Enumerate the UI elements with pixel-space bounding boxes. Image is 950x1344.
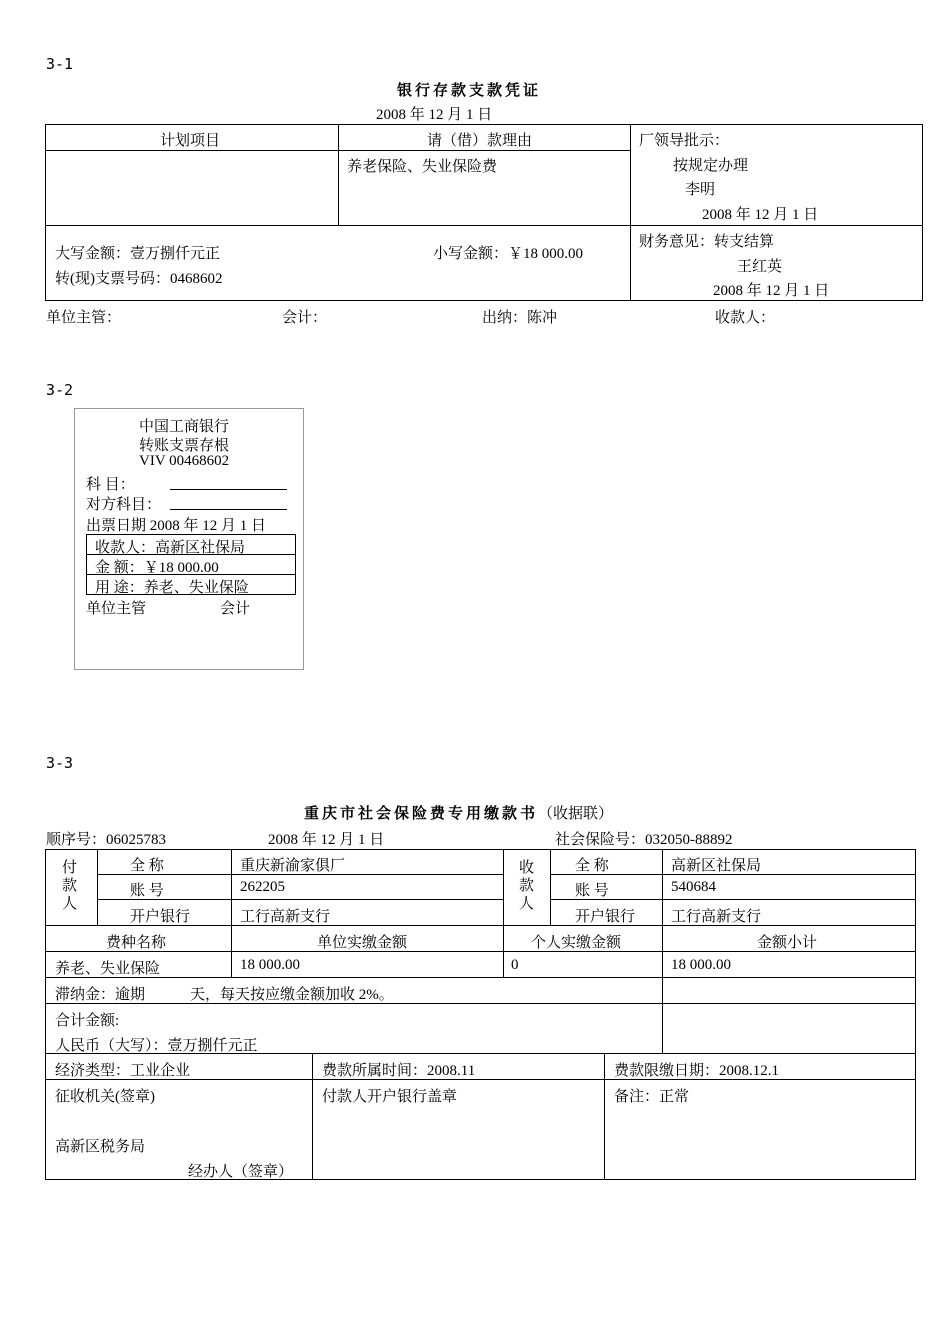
payer-side-label: 付款人	[62, 860, 78, 912]
divider	[338, 124, 339, 225]
divider	[312, 1053, 313, 1180]
subject-line	[170, 489, 287, 490]
sig-supervisor: 单位主管：	[46, 310, 122, 326]
cheque-number: 转(现)支票号码：0468602	[55, 271, 223, 287]
stub-supervisor: 单位主管	[86, 601, 147, 617]
voucher-title: 银行存款支款凭证	[397, 83, 542, 99]
handler-signature: 经办人（签章）	[188, 1164, 294, 1180]
payee-name-label: 全 称	[575, 858, 609, 874]
sig-cashier: 出纳：陈冲	[482, 310, 558, 326]
amount-lower: 小写金额：￥18 000.00	[433, 246, 584, 262]
finance-name: 王红英	[737, 259, 783, 275]
payment-date: 2008 年 12 月 1 日	[268, 832, 385, 848]
payer-name: 重庆新渝家俱厂	[240, 858, 346, 874]
remark: 备注：正常	[614, 1089, 690, 1105]
subtotal: 18 000.00	[671, 957, 731, 973]
payee-account: 540684	[671, 879, 716, 895]
leader-note: 按规定办理	[673, 158, 749, 174]
col-fee-type: 费种名称	[106, 935, 167, 951]
divider	[97, 849, 98, 925]
payer-bank-label: 开户银行	[130, 909, 191, 925]
payment-deadline: 费款限缴日期：2008.12.1	[614, 1063, 780, 1079]
total-label: 合计金额:	[55, 1013, 120, 1029]
divider	[503, 849, 504, 977]
personal-amount: 0	[511, 957, 519, 973]
amount-upper: 大写金额：壹万捌仟元正	[55, 246, 221, 262]
sig-accountant: 会计：	[282, 310, 328, 326]
section-label-3-2: 3-2	[46, 381, 74, 399]
leader-date: 2008 年 12 月 1 日	[702, 207, 819, 223]
payer-account: 262205	[240, 879, 285, 895]
divider	[630, 124, 631, 301]
finance-opinion: 财务意见：转支结算	[639, 234, 775, 250]
unit-amount: 18 000.00	[240, 957, 300, 973]
col-unit-amount: 单位实缴金额	[317, 935, 408, 951]
stub-number: VIV 00468602	[139, 453, 230, 469]
counter-subject-line	[170, 509, 287, 510]
col-leader-header: 厂领导批示：	[639, 133, 730, 149]
late-fee: 滞纳金：逾期 天，每天按应缴金额加收 2%。	[55, 987, 394, 1003]
sig-receiver: 收款人：	[715, 310, 776, 326]
section-label-3-1: 3-1	[46, 55, 74, 73]
stub-bank: 中国工商银行	[139, 419, 230, 435]
payer-name-label: 全 称	[130, 858, 164, 874]
payment-title	[304, 802, 613, 823]
reason-value: 养老保险、失业保险费	[347, 159, 498, 175]
payment-title-main: 重庆市社会保险费专用缴款书	[304, 806, 539, 822]
stub-payee: 收款人：高新区社保局	[95, 540, 246, 556]
col-subtotal: 金额小计	[757, 935, 818, 951]
section-label-3-3: 3-3	[46, 754, 74, 772]
col-plan-header: 计划项目	[160, 133, 221, 149]
finance-date: 2008 年 12 月 1 日	[713, 283, 830, 299]
payee-side-label: 收款人	[519, 860, 535, 912]
divider	[231, 849, 232, 977]
payer-bank-stamp: 付款人开户银行盖章	[322, 1089, 458, 1105]
payee-account-label: 账 号	[575, 883, 609, 899]
divider	[604, 1053, 605, 1180]
insurance-number: 社会保险号：032050-88892	[555, 832, 733, 848]
tax-office: 高新区税务局	[55, 1139, 146, 1155]
voucher-date: 2008 年 12 月 1 日	[376, 107, 493, 123]
fee-type: 养老、失业保险	[55, 961, 161, 977]
total-upper: 人民币（大写）：壹万捌仟元正	[55, 1038, 258, 1054]
payment-title-suffix: （收据联）	[538, 806, 614, 822]
collector-stamp: 征收机关(签章)	[55, 1089, 155, 1105]
stub-purpose: 用 途：养老、失业保险	[95, 580, 249, 596]
stub-type: 转账支票存根	[139, 438, 230, 454]
payer-account-label: 账 号	[130, 883, 164, 899]
payee-bank: 工行高新支行	[671, 909, 762, 925]
serial-number: 顺序号：06025783	[46, 832, 167, 848]
col-reason-header: 请（借）款理由	[427, 133, 533, 149]
col-personal-amount: 个人实缴金额	[531, 935, 622, 951]
payee-name: 高新区社保局	[671, 858, 762, 874]
economy-type: 经济类型：工业企业	[55, 1063, 191, 1079]
stub-counter-subject: 对方科目：	[86, 497, 162, 513]
divider	[45, 225, 923, 226]
stub-subject: 科 目：	[86, 477, 135, 493]
payer-bank: 工行高新支行	[240, 909, 331, 925]
fee-period: 费款所属时间：2008.11	[322, 1063, 476, 1079]
leader-name: 李明	[685, 182, 716, 198]
stub-amount: 金 额：￥18 000.00	[95, 560, 219, 576]
stub-accountant: 会计	[220, 601, 251, 617]
divider	[550, 849, 551, 925]
stub-issue-date: 出票日期 2008 年 12 月 1 日	[86, 518, 267, 534]
divider	[45, 977, 916, 978]
payee-bank-label: 开户银行	[575, 909, 636, 925]
